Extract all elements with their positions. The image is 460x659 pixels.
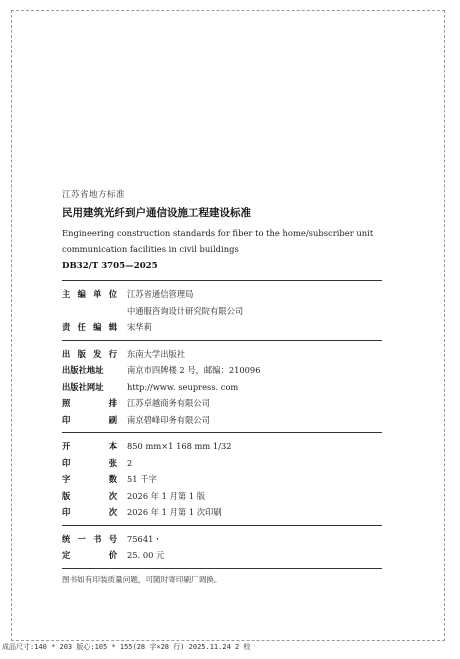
field-label-char: 价 (108, 550, 117, 560)
field-row (62, 488, 382, 505)
field-row (62, 455, 382, 472)
field-label (62, 319, 117, 336)
field-value-line: 宋华莉 (127, 322, 152, 332)
field-label-char: 任 (77, 322, 86, 332)
field-label-char: 照 (62, 398, 71, 408)
imprint-block (62, 188, 382, 585)
standard-code: DB32/T 3705—2025 (62, 261, 158, 271)
field-label (62, 547, 117, 564)
field-row (62, 504, 382, 521)
field-label-char: 印 (62, 414, 71, 425)
editorial-section (62, 286, 382, 336)
field-label-char: 位 (108, 289, 117, 299)
field-label-char: 印 (62, 507, 71, 517)
publishing-section (62, 346, 382, 429)
field-label (62, 455, 117, 472)
field-row (62, 547, 382, 564)
field-value: 2026 年 1 月第 1 次印刷 (127, 507, 222, 517)
field-label-char: 排 (108, 398, 117, 408)
field-label-char: 出版社网址 (62, 381, 104, 392)
field-label-char: 号 (108, 533, 117, 544)
field-label-char: 出 (62, 348, 71, 359)
field-label-char: 印 (62, 457, 71, 468)
field-label-char: 版 (62, 490, 71, 501)
field-label-char: 编 (77, 289, 86, 299)
field-label-char: 行 (108, 348, 117, 359)
field-row (62, 362, 382, 379)
field-value: 51 千字 (127, 474, 157, 484)
divider (62, 340, 382, 341)
field-value-line: 江苏省通信管理局 (127, 289, 194, 299)
field-row (62, 286, 382, 319)
field-label-char: 单 (93, 289, 102, 299)
field-label-char: 开 (62, 441, 71, 451)
field-label-char: 本 (108, 441, 117, 451)
standard-series: 江苏省地方标准 (62, 190, 126, 200)
field-label-char: 定 (62, 550, 71, 560)
field-label (62, 504, 117, 521)
field-value: 75641・ (127, 533, 162, 544)
field-value: 南京市四牌楼 2 号，邮编：210096 (127, 365, 261, 375)
field-value: 2 (127, 457, 133, 468)
field-label (62, 362, 117, 379)
divider (62, 280, 382, 281)
field-row (62, 346, 382, 363)
field-value: 南京碧峰印务有限公司 (127, 414, 210, 425)
title-english: Engineering construction standards for fiber to the home/subscriber unit communication facilities in civil buildings (62, 228, 374, 254)
specs-section (62, 438, 382, 521)
field-label-char: 刷 (108, 414, 117, 425)
divider (62, 432, 382, 433)
field-label (62, 531, 117, 548)
field-label-char: 发 (93, 348, 102, 359)
field-value: 850 mm×1 168 mm 1/32 (127, 441, 232, 451)
field-label-char: 编 (93, 322, 102, 332)
field-label (62, 395, 117, 412)
quality-note: 图书如有印装质量问题，可随时寄印刷厂调换。 (62, 574, 222, 584)
field-row (62, 531, 382, 548)
field-value: 2026 年 1 月第 1 版 (127, 490, 206, 501)
field-label-char: 责 (62, 322, 71, 332)
title-chinese: 民用建筑光纤到户通信设施工程建设标准 (62, 207, 251, 219)
field-label-char: 主 (62, 289, 71, 299)
field-label-char: 一 (77, 533, 86, 544)
field-row (62, 471, 382, 488)
field-label-char: 数 (108, 474, 117, 484)
field-label (62, 488, 117, 505)
field-label (62, 346, 117, 363)
field-label (62, 379, 117, 396)
field-label-char: 次 (108, 507, 117, 517)
field-label-char: 统 (62, 533, 71, 544)
field-label (62, 471, 117, 488)
field-label-char: 字 (62, 474, 71, 484)
field-value: http://www. seupress. com (127, 381, 239, 392)
field-row (62, 319, 382, 336)
field-label-char: 出版社地址 (62, 365, 104, 375)
field-row (62, 412, 382, 429)
divider (62, 568, 382, 569)
field-row (62, 379, 382, 396)
divider (62, 525, 382, 526)
field-row (62, 438, 382, 455)
field-value (127, 319, 152, 336)
field-label (62, 412, 117, 429)
field-value: 东南大学出版社 (127, 348, 186, 359)
field-value: 江苏卓越商务有限公司 (127, 398, 210, 408)
field-label-char: 次 (108, 490, 117, 501)
field-label-char: 辑 (108, 322, 117, 332)
field-row (62, 395, 382, 412)
field-value: 25. 00 元 (127, 550, 165, 560)
field-label-char: 版 (77, 348, 86, 359)
field-label-char: 书 (93, 533, 102, 544)
print-spec-footer: 成品尺寸:140 * 203 版心:105 * 155(28 字×28 行) 2025.11.24 2 校 (2, 643, 251, 651)
pricing-section (62, 531, 382, 564)
field-label-char: 张 (108, 457, 117, 468)
field-value-line: 中通服咨询设计研究院有限公司 (127, 305, 244, 316)
field-label (62, 438, 117, 455)
field-label (62, 286, 117, 303)
field-value (127, 286, 243, 319)
